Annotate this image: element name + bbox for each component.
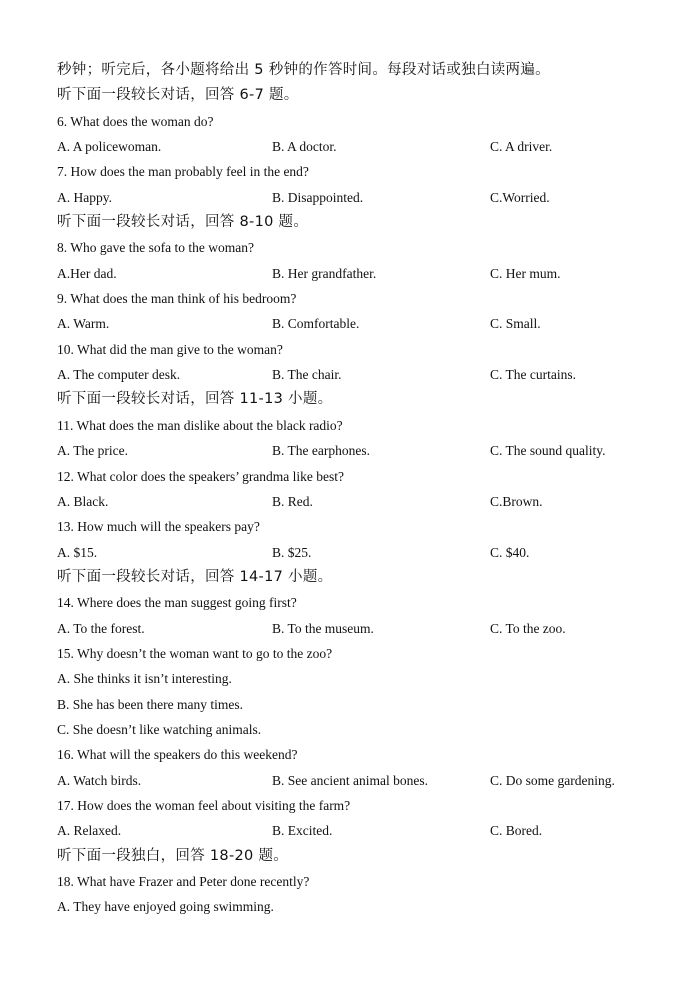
- option-a: A. Happy.: [57, 189, 112, 205]
- option-a: A. Watch birds.: [57, 772, 142, 788]
- question-7: 7. How does the man probably feel in the end?: [57, 164, 309, 180]
- option-c: C. The sound quality.: [490, 443, 606, 459]
- option-c: C. Small.: [490, 316, 541, 332]
- option-b: B. Comfortable.: [272, 316, 360, 332]
- option-c: C. Her mum.: [490, 265, 561, 281]
- option-a: A. Relaxed.: [57, 823, 122, 839]
- options-row-10: [57, 362, 657, 387]
- options-row-8: [57, 261, 657, 286]
- option-b: B. The chair.: [272, 367, 342, 383]
- option-b: B. To the museum.: [272, 620, 374, 636]
- options-row-6: [57, 134, 657, 159]
- options-row-16: [57, 768, 657, 793]
- option-c: C.Brown.: [490, 493, 543, 509]
- question-16: 16. What will the speakers do this weekend?: [57, 747, 298, 763]
- question-14: 14. Where does the man suggest going first?: [57, 595, 297, 611]
- options-row-17: [57, 818, 657, 843]
- instructions-text: 秒钟；听完后，各小题将给出 5 秒钟的作答时间。每段对话或独白读两遍。: [57, 62, 550, 78]
- question-17: 17. How does the woman feel about visiting the farm?: [57, 797, 351, 813]
- option-a: A. She thinks it isn’t interesting.: [57, 671, 232, 687]
- question-10: 10. What did the man give to the woman?: [57, 341, 283, 357]
- option-c: C. The curtains.: [490, 367, 576, 383]
- option-c: C. $40.: [490, 544, 530, 560]
- option-a: A. To the forest.: [57, 620, 145, 636]
- option-a: A. The price.: [57, 443, 128, 459]
- question-15: 15. Why doesn’t the woman want to go to the zoo?: [57, 645, 333, 661]
- question-13: 13. How much will the speakers pay?: [57, 519, 260, 535]
- option-b: B. A doctor.: [272, 139, 337, 155]
- section-heading-11-13: 听下面一段较长对话，回答 11-13 小题。: [57, 391, 333, 408]
- option-a: A. $15.: [57, 544, 98, 560]
- option-b: B. See ancient animal bones.: [272, 772, 428, 788]
- option-c: C. To the zoo.: [490, 620, 566, 636]
- question-11: 11. What does the man dislike about the black radio?: [57, 417, 343, 433]
- option-c: C. Bored.: [490, 823, 543, 839]
- option-a: A.Her dad.: [57, 265, 117, 281]
- options-row-13: [57, 540, 657, 565]
- section-heading-18-20: 听下面一段独白，回答 18-20 题。: [57, 847, 289, 864]
- option-b: B. Disappointed.: [272, 189, 364, 205]
- option-a: A. Black.: [57, 493, 109, 509]
- options-row-9: [57, 311, 657, 336]
- section-heading-8-10: 听下面一段较长对话，回答 8-10 题。: [57, 214, 309, 231]
- option-c: C. A driver.: [490, 139, 553, 155]
- option-b: B. She has been there many times.: [57, 696, 243, 712]
- exam-page: [57, 58, 657, 920]
- question-9: 9. What does the man think of his bedroom?: [57, 291, 297, 307]
- question-18: 18. What have Frazer and Peter done recently?: [57, 874, 310, 889]
- options-row-12: [57, 489, 657, 514]
- option-b: B. The earphones.: [272, 443, 370, 459]
- option-c: C.Worried.: [490, 189, 550, 205]
- options-row-11: [57, 438, 657, 463]
- section-heading-14-17: 听下面一段较长对话，回答 14-17 小题。: [57, 568, 333, 585]
- question-12: 12. What color does the speakers’ grandma like best?: [57, 468, 345, 484]
- option-b: B. $25.: [272, 544, 312, 560]
- section-heading-6-7: 听下面一段较长对话，回答 6-7 题。: [57, 87, 299, 104]
- option-a: A. Warm.: [57, 316, 110, 332]
- question-8: 8. Who gave the sofa to the woman?: [57, 240, 254, 256]
- option-b: B. Excited.: [272, 823, 333, 839]
- question-6: 6. What does the woman do?: [57, 113, 214, 129]
- option-a: A. They have enjoyed going swimming.: [57, 899, 274, 915]
- option-a: A. A policewoman.: [57, 139, 162, 155]
- options-row-7: [57, 185, 657, 210]
- option-c: C. She doesn’t like watching animals.: [57, 721, 262, 737]
- option-a: A. The computer desk.: [57, 367, 181, 383]
- options-row-14: [57, 616, 657, 641]
- option-c: C. Do some gardening.: [490, 772, 615, 788]
- option-b: B. Red.: [272, 493, 313, 509]
- option-b: B. Her grandfather.: [272, 265, 377, 281]
